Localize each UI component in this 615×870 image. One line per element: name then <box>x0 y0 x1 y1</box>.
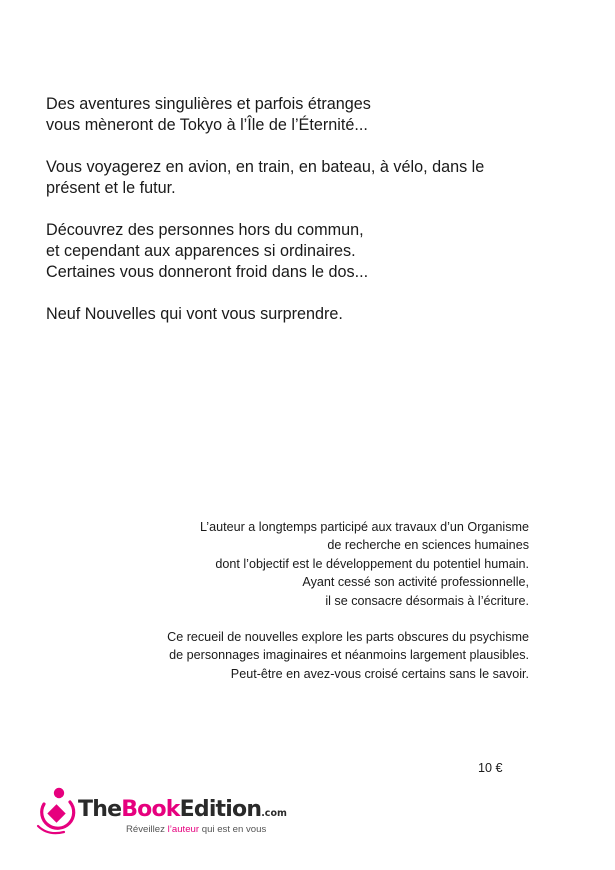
blurb-line: Découvrez des personnes hors du commun, <box>46 221 364 239</box>
blurb-paragraph <box>46 304 566 325</box>
logo-edition: Edition <box>179 797 262 822</box>
tagline-end: qui est en vous <box>199 824 267 835</box>
blurb-paragraph <box>46 157 566 199</box>
author-paragraph <box>89 628 529 683</box>
blurb-line: vous mèneront de Tokyo à l’Île de l’Éternité... <box>46 116 368 134</box>
blurb-line: et cependant aux apparences si ordinaires. <box>46 242 356 260</box>
logo-wordmark <box>78 797 287 822</box>
author-line: Peut-être en avez-vous croisé certains sans le savoir. <box>230 666 529 681</box>
blurb-line: Vous voyagerez en avion, en train, en bateau, à vélo, dans le <box>46 158 485 176</box>
back-cover-blurb <box>46 94 566 346</box>
blurb-line: Neuf Nouvelles qui vont vous surprendre. <box>46 305 343 323</box>
logo-tagline <box>126 824 266 835</box>
publisher-logo <box>34 786 324 842</box>
author-paragraph <box>89 518 529 610</box>
author-line: de recherche en sciences humaines <box>327 538 529 553</box>
blurb-paragraph <box>46 94 566 136</box>
author-line: il se consacre désormais à l’écriture. <box>325 593 529 608</box>
blurb-line: Certaines vous donneront froid dans le dos... <box>46 263 369 281</box>
blurb-line: Des aventures singulières et parfois étranges <box>46 95 371 113</box>
logo-the: The <box>78 797 122 822</box>
tagline-start: Réveillez <box>126 824 168 835</box>
author-line: Ayant cessé son activité professionnelle, <box>302 575 529 590</box>
author-bio <box>89 518 529 701</box>
author-line: Ce recueil de nouvelles explore les parts obscures du psychisme <box>167 630 529 645</box>
logo-book: Book <box>121 797 180 822</box>
person-mark-icon <box>34 786 80 838</box>
price: 10 € <box>478 761 503 775</box>
blurb-paragraph <box>46 220 566 283</box>
blurb-line: présent et le futur. <box>46 179 176 197</box>
author-line: L’auteur a longtemps participé aux travaux d’un Organisme <box>199 520 529 534</box>
tagline-highlight: l’auteur <box>167 824 200 835</box>
author-line: de personnages imaginaires et néanmoins largement plausibles. <box>169 648 529 663</box>
author-line: dont l’objectif est le développement du potentiel humain. <box>215 556 529 571</box>
logo-com: .com <box>261 808 287 819</box>
